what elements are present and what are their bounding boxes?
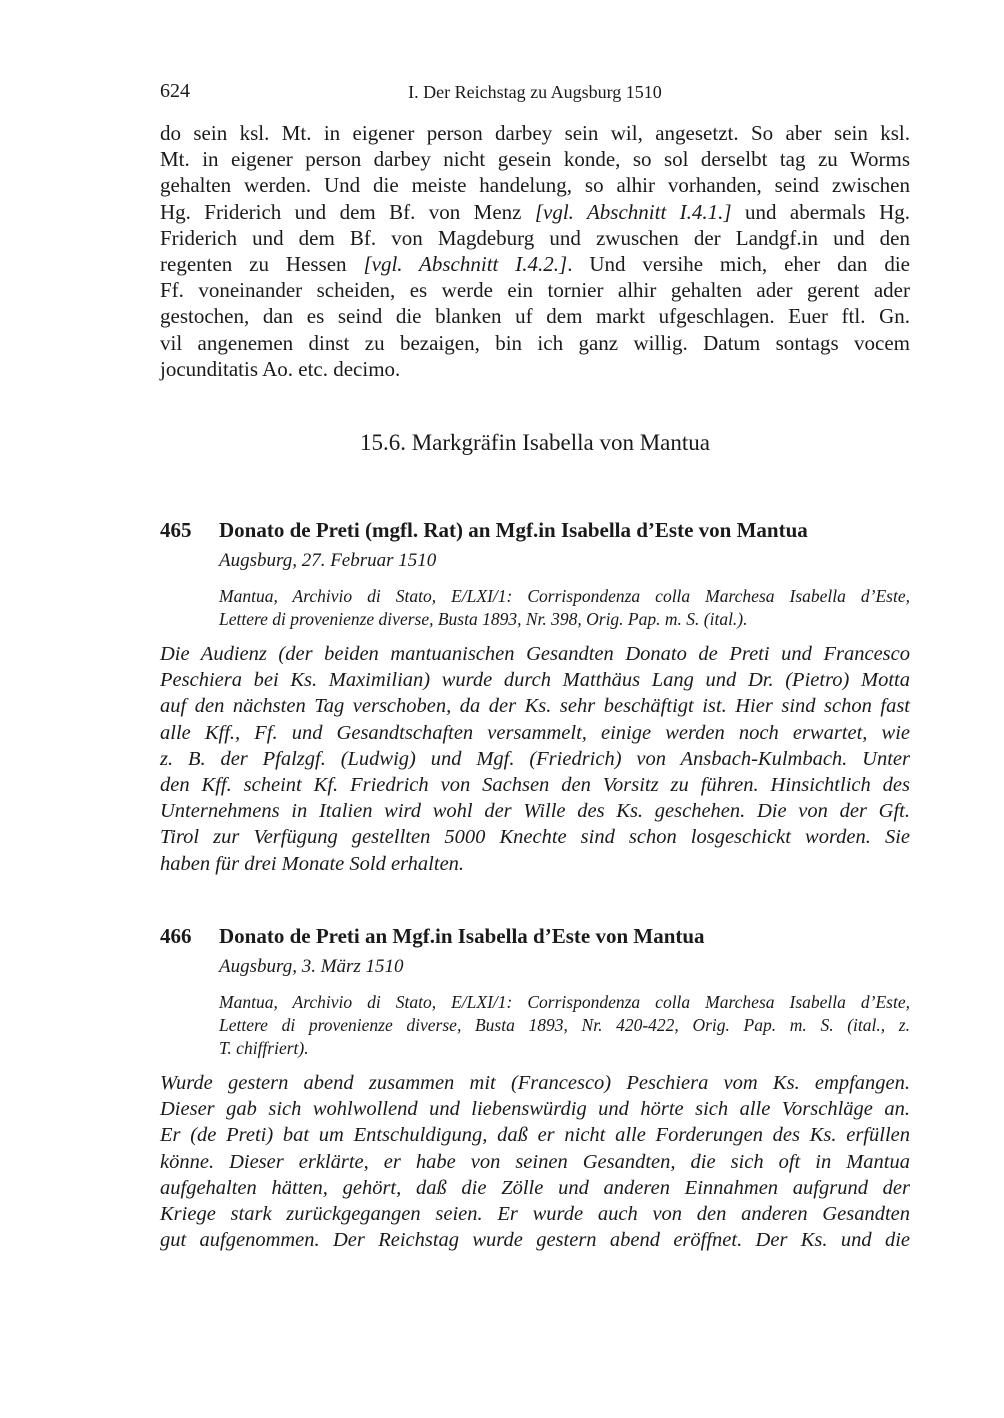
text-line	[160, 798, 910, 824]
text-segment: Mt. in eigener person darbey nicht gesein konde, so sol derselbt tag zu Worms	[160, 147, 910, 172]
running-header	[160, 80, 910, 106]
document-title: Donato de Preti (mgfl. Rat) an Mgf.in Isabella d’Este von Mantua	[219, 518, 808, 542]
text-line	[160, 1122, 910, 1148]
text-line	[160, 851, 910, 877]
text-line	[160, 746, 910, 772]
text-segment: und abermals Hg.	[731, 199, 910, 224]
document-source	[219, 585, 910, 631]
text-line	[219, 991, 910, 1014]
running-title: I. Der Reichstag zu Augsburg 1510	[408, 82, 662, 102]
text-segment: . Und versihe mich, eher dan die	[567, 251, 910, 276]
document-title: Donato de Preti an Mgf.in Isabella d’Este von Mantua	[219, 924, 705, 948]
document-summary	[160, 1070, 910, 1253]
text-segment: Tirol zur Verfügung gestellten 5000 Knechte sind schon losgeschickt worden. Sie	[160, 826, 910, 849]
text-segment: auf den nächsten Tag verschoben, da der Ks. sehr beschäftigt ist. Hier sind schon fast	[160, 695, 910, 718]
text-segment: gut aufgenommen. Der Reichstag wurde gestern abend eröffnet. Der Ks. und die	[160, 1229, 910, 1252]
text-segment: z. B. der Pfalzgf. (Ludwig) und Mgf. (Friedrich) von Ansbach-Kulmbach. Unter	[160, 747, 910, 770]
document-source	[219, 991, 910, 1060]
text-segment: Unternehmens in Italien wird wohl der Wille des Ks. geschehen. Die von der Gft.	[160, 800, 910, 823]
text-segment: Lettere di provenienze diverse, Busta 1893, Nr. 420-422, Orig. Pap. m. S. (ital., z.	[219, 1015, 910, 1035]
document-number: 465	[160, 518, 192, 542]
text-line	[160, 641, 910, 667]
text-line	[160, 824, 910, 850]
text-segment: Lettere di provenienze diverse, Busta 1893, Nr. 398, Orig. Pap. m. S. (ital.).	[219, 609, 748, 629]
text-line	[160, 1149, 910, 1175]
text-line	[160, 667, 910, 693]
text-segment: T. chiffriert).	[219, 1038, 309, 1058]
text-segment: Wurde gestern abend zusammen mit (Francesco) Peschiera vom Ks. empfangen.	[160, 1072, 910, 1094]
text-segment: aufgehalten hätten, gehört, daß die Zölle und anderen Einnahmen aufgrund der	[160, 1176, 910, 1199]
text-segment: do sein ksl. Mt. in eigener person darbey sein wil, angesetzt. So aber sein ksl.	[160, 121, 910, 145]
intro-paragraph	[160, 120, 910, 382]
text-line	[160, 172, 910, 198]
text-line	[219, 1014, 910, 1037]
text-segment: Mantua, Archivio di Stato, E/LXI/1: Corrispondenza colla Marchesa Isabella d’Este,	[219, 586, 910, 606]
text-segment: Er (de Preti) bat um Entschuldigung, daß er nicht alle Forderungen des Ks. erfüllen	[160, 1124, 910, 1147]
text-segment: Peschiera bei Ks. Maximilian) wurde durch Matthäus Lang und Dr. (Pietro) Motta	[160, 669, 910, 692]
text-line	[160, 1227, 910, 1253]
text-line	[160, 772, 910, 798]
text-segment: gestochen, dan es seind die blanken uf dem markt ufgeschlagen. Euer ftl. Gn.	[160, 304, 910, 329]
text-line	[160, 1070, 910, 1096]
text-segment: regenten zu Hessen	[160, 251, 364, 276]
text-line	[160, 356, 910, 382]
text-segment: Kriege stark zurückgegangen seien. Er wurde auch von den anderen Gesandten	[160, 1202, 910, 1225]
cross-reference: [vgl. Abschnitt I.4.2.]	[363, 251, 568, 276]
text-line	[160, 693, 910, 719]
text-line	[160, 225, 910, 251]
text-segment: den Kff. scheint Kf. Friedrich von Sachsen den Vorsitz zu führen. Hinsichtlich des	[160, 773, 910, 796]
text-segment: jocunditatis Ao. etc. decimo.	[160, 356, 401, 381]
text-line	[160, 120, 910, 146]
text-line	[160, 1096, 910, 1122]
text-line	[160, 1201, 910, 1227]
text-line	[160, 251, 910, 277]
document-number: 466	[160, 924, 192, 948]
text-line	[219, 608, 910, 631]
text-line	[160, 330, 910, 356]
document-date: Augsburg, 3. März 1510	[219, 956, 404, 977]
text-segment: Mantua, Archivio di Stato, E/LXI/1: Corrispondenza colla Marchesa Isabella d’Este,	[219, 992, 910, 1012]
text-segment: gehalten werden. Und die meiste handelung, so alhir vorhanden, seind zwischen	[160, 173, 910, 198]
document-summary	[160, 641, 910, 877]
text-segment: Friderich und dem Bf. von Magdeburg und zwuschen der Landgf.in und den	[160, 225, 910, 250]
text-segment: könne. Dieser erklärte, er habe von seinen Gesandten, die sich oft in Mantua	[160, 1150, 910, 1173]
text-segment: Ff. voneinander scheiden, es werde ein tornier alhir gehalten ader gerent ader	[160, 278, 910, 303]
section-heading: 15.6. Markgräfin Isabella von Mantua	[359, 430, 710, 455]
text-line	[160, 303, 910, 329]
text-segment: Die Audienz (der beiden mantuanischen Gesandten Donato de Preti und Francesco	[160, 643, 910, 665]
text-line	[160, 199, 910, 225]
document-date: Augsburg, 27. Februar 1510	[219, 550, 437, 571]
text-segment: haben für drei Monate Sold erhalten.	[160, 852, 465, 875]
text-line	[219, 1037, 910, 1060]
text-line	[160, 1175, 910, 1201]
text-segment: Dieser gab sich wohlwollend und liebenswürdig und hörte sich alle Vorschläge an.	[160, 1098, 910, 1121]
page-number: 624	[160, 80, 190, 102]
text-segment: Hg. Friderich und dem Bf. von Menz	[160, 199, 535, 224]
text-line	[160, 720, 910, 746]
cross-reference: [vgl. Abschnitt I.4.1.]	[534, 199, 732, 224]
text-line	[160, 277, 910, 303]
text-segment: vil angenemen dinst zu bezaigen, bin ich ganz willig. Datum sontags vocem	[160, 330, 910, 355]
text-line	[160, 146, 910, 172]
text-line	[219, 585, 910, 608]
text-segment: alle Kff., Ff. und Gesandtschaften versammelt, einige werden noch erwartet, wie	[160, 721, 910, 744]
